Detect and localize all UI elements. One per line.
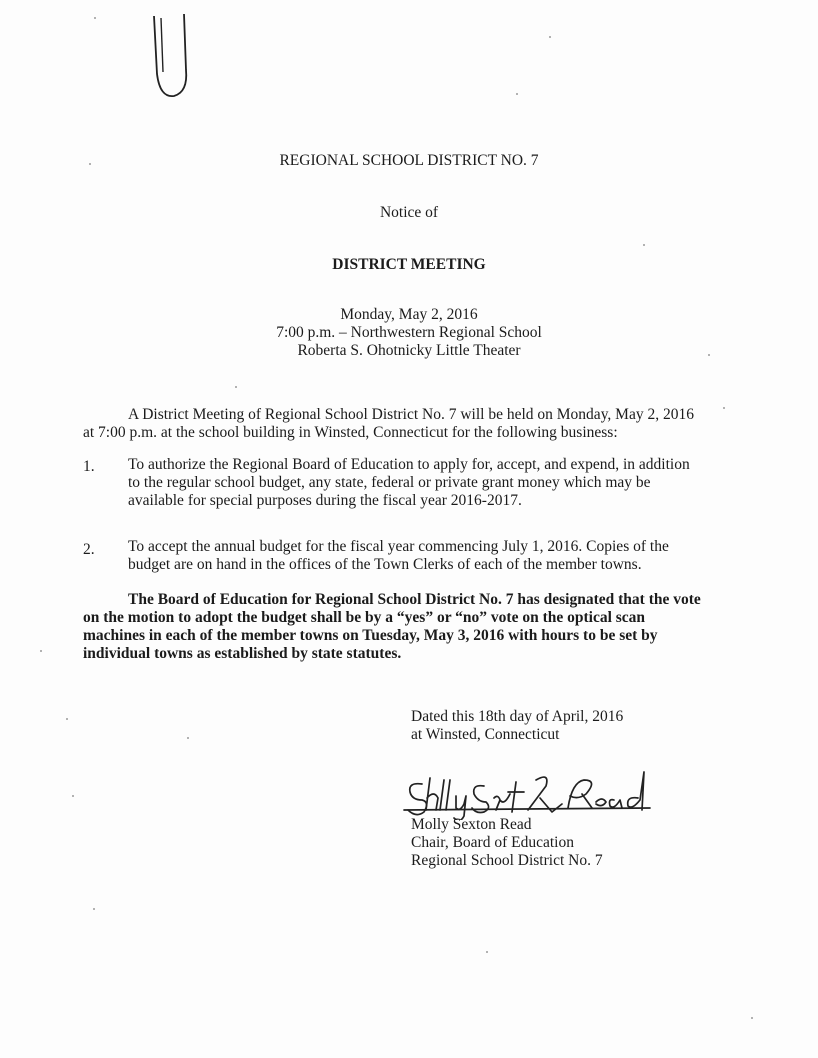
meeting-date: Monday, May 2, 2016 <box>340 306 478 323</box>
paper-clip-icon <box>148 12 198 102</box>
signer-organization: Regional School District No. 7 <box>411 852 603 869</box>
vote-notice-line: The Board of Education for Regional School District No. 7 has designated that the vote <box>128 591 701 608</box>
vote-notice-line: on the motion to adopt the budget shall be by a “yes” or “no” vote on the optical scan <box>83 609 646 626</box>
scan-speck <box>72 795 74 797</box>
scan-speck <box>516 93 518 95</box>
scan-speck <box>94 17 96 19</box>
scan-speck <box>93 908 95 910</box>
signer-title: Chair, Board of Education <box>411 834 574 851</box>
intro-line-1: A District Meeting of Regional School District No. 7 will be held on Monday, May 2, 2016 <box>128 406 694 423</box>
item-line: To accept the annual budget for the fiscal year commencing July 1, 2016. Copies of the <box>128 538 669 555</box>
scan-speck <box>40 650 42 652</box>
vote-notice-line: individual towns as established by state statutes. <box>83 645 402 662</box>
scan-speck <box>643 244 645 246</box>
meeting-time-place: 7:00 p.m. – Northwestern Regional School <box>276 324 542 341</box>
scan-speck <box>486 951 488 953</box>
signer-name: Molly Sexton Read <box>411 816 532 833</box>
dated-line-1: Dated this 18th day of April, 2016 <box>411 708 624 725</box>
intro-line-2: at 7:00 p.m. at the school building in Winsted, Connecticut for the following business: <box>83 424 618 441</box>
scan-speck <box>549 36 551 38</box>
handwritten-signature <box>400 764 655 820</box>
item-line: available for special purposes during the fiscal year 2016-2017. <box>128 492 522 509</box>
scan-speck <box>751 1017 753 1019</box>
notice-of-text: Notice of <box>379 204 439 221</box>
meeting-venue: Roberta S. Ohotnicky Little Theater <box>297 342 521 359</box>
item-line: To authorize the Regional Board of Education to apply for, accept, and expend, in addition <box>128 456 690 473</box>
meeting-title: DISTRICT MEETING <box>332 256 486 273</box>
vote-notice-line: machines in each of the member towns on Tuesday, May 3, 2016 with hours to be set by <box>83 627 658 644</box>
item-line: budget are on hand in the offices of the Town Clerks of each of the member towns. <box>128 556 642 573</box>
dated-line-2: at Winsted, Connecticut <box>411 726 560 743</box>
scan-speck <box>235 386 237 388</box>
item-number: 1. <box>83 458 95 475</box>
district-heading: REGIONAL SCHOOL DISTRICT NO. 7 <box>279 152 539 169</box>
item-line: to the regular school budget, any state, federal or private grant money which may be <box>128 474 651 491</box>
scan-speck <box>723 407 725 409</box>
scan-speck <box>66 718 68 720</box>
scan-speck <box>187 737 189 739</box>
item-number: 2. <box>83 541 95 558</box>
